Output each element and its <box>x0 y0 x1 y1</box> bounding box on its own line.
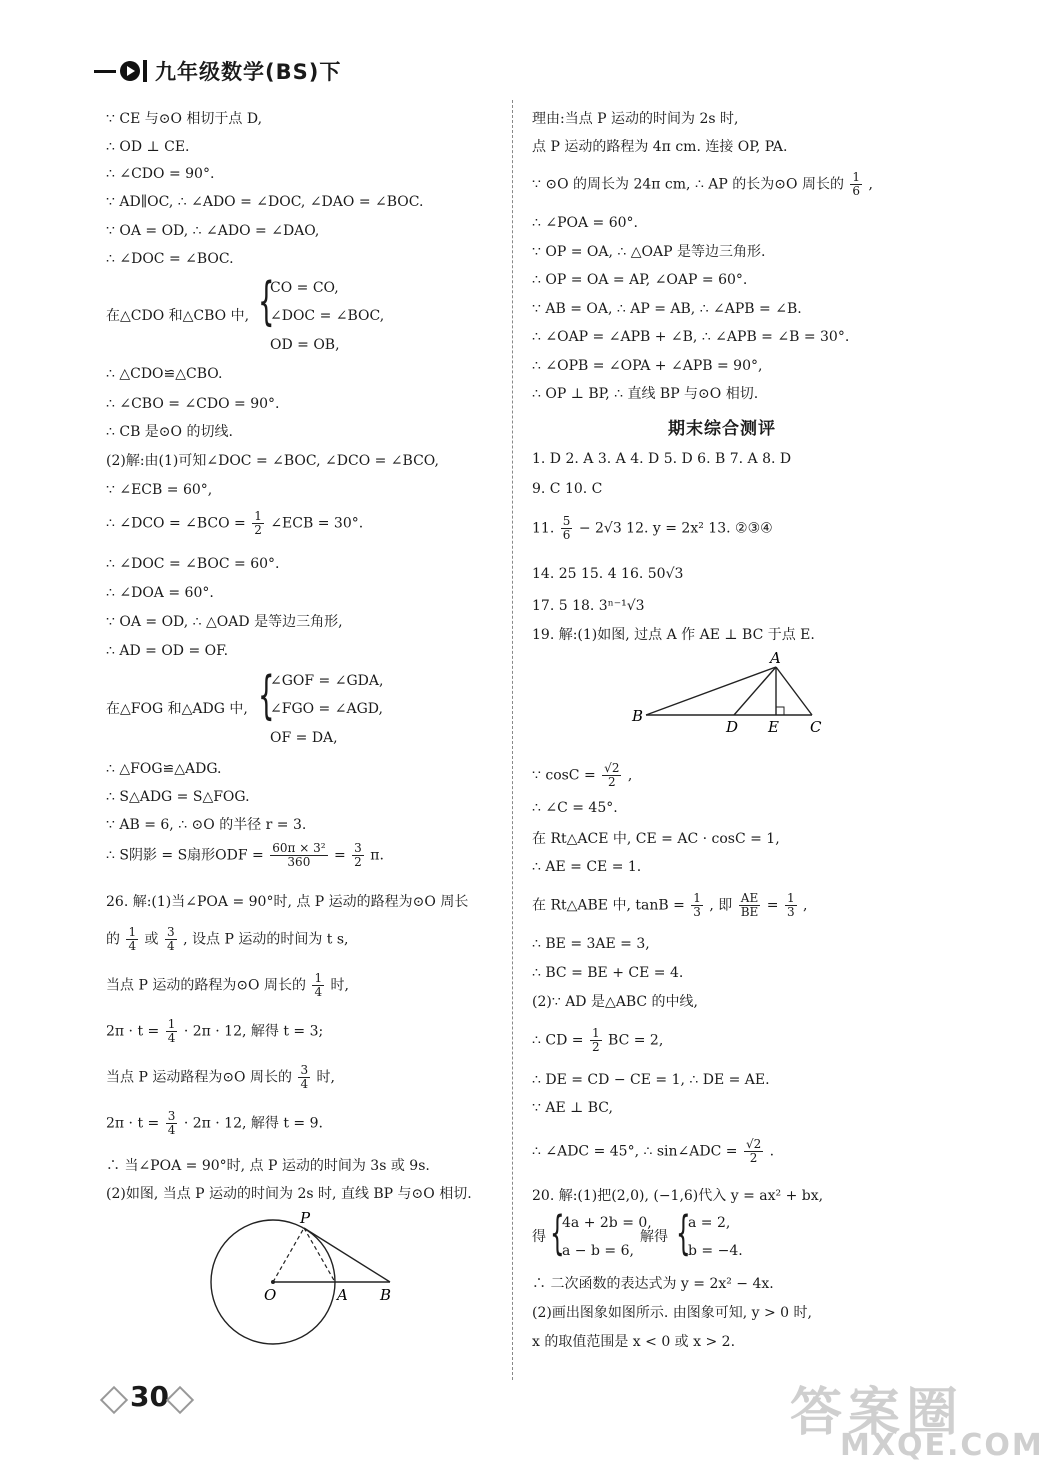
text-line: 在△CDO 和△CBO 中, <box>106 308 250 324</box>
arc-line: ∵ ⊙O 的周长为 24π cm, ∴ AP 的长为⊙O 周长的 $\frac{1}{6}$ , <box>532 170 873 198</box>
header-bar <box>143 60 147 82</box>
label-p: P <box>300 1209 311 1227</box>
header-title: 九年级数学(BS)下 <box>155 60 342 84</box>
brace-2: { <box>258 666 275 726</box>
right-angle-mark <box>776 707 784 715</box>
text-line: 14. 25 15. 4 16. 50√3 <box>532 566 684 582</box>
eq-mid: 解得 <box>640 1229 668 1245</box>
text-line: 17. 5 18. 3ⁿ⁻¹√3 <box>532 598 645 614</box>
text-line: ∴ OP = OA = AP, ∠OAP = 60°. <box>532 272 748 288</box>
text-line: ∴ OD ⊥ CE. <box>106 139 190 155</box>
dashed-pa <box>304 1228 335 1282</box>
watermark-url: MXQE.COM <box>840 1428 1044 1463</box>
text-line: 在△FOG 和△ADG 中, <box>106 701 248 717</box>
text-line: ∵ AD∥OC, ∴ ∠ADO = ∠DOC, ∠DAO = ∠BOC. <box>106 194 424 210</box>
q26-line-2: 的 $\frac{1}{4}$ 或 $\frac{3}{4}$ , 设点 P 运动的时间为 t s, <box>106 925 349 953</box>
q26-line-4: 2π · t = $\frac{1}{4}$ · 2π · 12, 解得 t = 3; <box>106 1017 324 1045</box>
text-line: ∴ ∠CDO = 90°. <box>106 166 215 182</box>
text-line: ∵ AE ⊥ BC, <box>532 1100 613 1116</box>
eq-prefix: 得 <box>532 1229 546 1245</box>
eq2-line: b = −4. <box>688 1243 743 1259</box>
text-line: ∴ △CDO≌△CBO. <box>106 366 223 382</box>
text-line: ∴ ∠DOC = ∠BOC = 60°. <box>106 556 280 572</box>
page-deco-right <box>166 1386 194 1414</box>
text-line: 19. 解:(1)如图, 过点 A 作 AE ⊥ BC 于点 E. <box>532 627 815 643</box>
text-line: x 的取值范围是 x < 0 或 x > 2. <box>532 1334 736 1350</box>
q26-line-3: 当点 P 运动的路程为⊙O 周长的 $\frac{1}{4}$ 时, <box>106 971 349 999</box>
text-line: ∴ ∠POA = 60°. <box>532 215 638 231</box>
text-line: ∴ ∠DOC = ∠BOC. <box>106 251 234 267</box>
tangent-pb <box>304 1228 390 1282</box>
text-line: (2)画出图象如图所示. 由图象可知, y > 0 时, <box>532 1305 812 1321</box>
text-line: ∴ 二次函数的表达式为 y = 2x² − 4x. <box>532 1276 774 1292</box>
label-d: D <box>726 718 739 736</box>
text-line: ∵ OA = OD, ∴ ∠ADO = ∠DAO, <box>106 223 320 239</box>
label-b: B <box>632 707 644 725</box>
q26-line-5: 当点 P 运动路程为⊙O 周长的 $\frac{3}{4}$ 时, <box>106 1063 335 1091</box>
cd-line: ∴ CD = $\frac{1}{2}$ BC = 2, <box>532 1026 664 1054</box>
text-line: 1. D 2. A 3. A 4. D 5. D 6. B 7. A 8. D <box>532 451 792 467</box>
brace-1: { <box>258 272 275 332</box>
text-line: ∴ CB 是⊙O 的切线. <box>106 424 233 440</box>
answer-11-13: 11. $\frac{5}{6}$ − 2√3 12. y = 2x² 13. ②③④ <box>532 514 773 542</box>
label-c: C <box>810 718 822 736</box>
brace-3: { <box>550 1206 565 1260</box>
center-dot <box>271 1280 275 1284</box>
text-line: ∴ AE = CE = 1. <box>532 859 642 875</box>
system1-line: CO = CO, <box>270 280 339 296</box>
q26-line-1: 26. 解:(1)当∠POA = 90°时, 点 P 运动的路程为⊙O 周长 <box>106 894 469 910</box>
text-line: ∴ BE = 3AE = 3, <box>532 936 650 952</box>
text-line: (2)解:由(1)可知∠DOC = ∠BOC, ∠DCO = ∠BCO, <box>106 453 439 469</box>
text-line: 在 Rt△ACE 中, CE = AC · cosC = 1, <box>532 831 780 847</box>
text-line: 20. 解:(1)把(2,0), (−1,6)代入 y = ax² + bx, <box>532 1188 824 1204</box>
text-line: ∴ DE = CD − CE = 1, ∴ DE = AE. <box>532 1072 770 1088</box>
tan-line: 在 Rt△ABE 中, tanB = $\frac{1}{3}$ , 即 $\frac{AE}{BE}$ = $\frac{1}{3}$ , <box>532 891 808 919</box>
watermark-logo <box>790 1370 1044 1463</box>
dco-line: ∴ ∠DCO = ∠BCO = $\frac{1}{2}$ ∠ECB = 30°. <box>106 509 364 537</box>
text-line: ∴ ∠CBO = ∠CDO = 90°. <box>106 396 280 412</box>
text-line: ∴ S△ADG = S△FOG. <box>106 789 250 805</box>
text-line: ∵ CE 与⊙O 相切于点 D, <box>106 111 263 127</box>
system2-line: OF = DA, <box>270 730 338 746</box>
header-rule <box>94 70 116 73</box>
text-line: ∴ △FOG≌△ADG. <box>106 761 222 777</box>
side-ab <box>646 667 776 715</box>
text-line: (2)∵ AD 是△ABC 的中线, <box>532 994 699 1010</box>
cos-line: ∵ cosC = $\frac{√2}{2}$ , <box>532 761 633 789</box>
page-number: 30 <box>130 1380 169 1413</box>
play-logo-icon <box>120 61 140 81</box>
label-a: A <box>337 1286 348 1304</box>
text-line: (2)如图, 当点 P 运动的时间为 2s 时, 直线 BP 与⊙O 相切. <box>106 1186 472 1202</box>
brace-4: { <box>676 1206 691 1260</box>
text-line: 9. C 10. C <box>532 481 603 497</box>
text-line: ∴ ∠C = 45°. <box>532 800 618 816</box>
text-line: ∴ BC = BE + CE = 4. <box>532 965 684 981</box>
text-line: ∴ OP ⊥ BP, ∴ 直线 BP 与⊙O 相切. <box>532 386 759 402</box>
text-line: ∵ AB = 6, ∴ ⊙O 的半径 r = 3. <box>106 817 307 833</box>
text-line: ∵ OA = OD, ∴ △OAD 是等边三角形, <box>106 614 343 630</box>
q26-line-6: 2π · t = $\frac{3}{4}$ · 2π · 12, 解得 t = 9. <box>106 1109 323 1137</box>
eq1-line: 4a + 2b = 0, <box>562 1215 652 1231</box>
system1-line: ∠DOC = ∠BOC, <box>270 308 385 324</box>
circle-tangent-figure <box>200 1205 410 1355</box>
text-line: ∴ ∠OAP = ∠APB + ∠B, ∴ ∠APB = ∠B = 30°. <box>532 329 850 345</box>
label-o: O <box>264 1286 277 1304</box>
system2-line: ∠FGO = ∠AGD, <box>270 701 383 717</box>
text-line: ∴ 当∠POA = 90°时, 点 P 运动的时间为 3s 或 9s. <box>106 1158 430 1174</box>
label-e: E <box>768 718 779 736</box>
dashed-op <box>273 1228 304 1282</box>
column-divider <box>512 100 513 1380</box>
side-ac <box>776 667 812 715</box>
page-header <box>94 56 341 86</box>
system1-line: OD = OB, <box>270 337 340 353</box>
page-deco-left <box>100 1386 128 1414</box>
text-line: ∴ AD = OD = OF. <box>106 643 229 659</box>
text-line: ∵ ∠ECB = 60°, <box>106 482 213 498</box>
section-title: 期末综合测评 <box>668 419 776 439</box>
text-line: ∴ ∠OPB = ∠OPA + ∠APB = 90°, <box>532 358 763 374</box>
text-line: 理由:当点 P 运动的时间为 2s 时, <box>532 111 739 127</box>
system2-line: ∠GOF = ∠GDA, <box>270 673 384 689</box>
eq2-line: a = 2, <box>688 1215 731 1231</box>
sin-line: ∴ ∠ADC = 45°, ∴ sin∠ADC = $\frac{√2}{2}$ . <box>532 1137 775 1165</box>
eq1-line: a − b = 6, <box>562 1243 634 1259</box>
triangle-figure <box>630 650 830 740</box>
text-line: ∴ ∠DOA = 60°. <box>106 585 214 601</box>
label-b: B <box>380 1286 392 1304</box>
shade-area-line: ∴ S阴影 = S扇形ODF = $\frac{\text{60π × 3²}}{360}$ = $\frac{3}{2}$ π. <box>106 841 384 869</box>
text-line: 点 P 运动的路程为 4π cm. 连接 OP, PA. <box>532 139 788 155</box>
text-line: ∵ OP = OA, ∴ △OAP 是等边三角形. <box>532 244 766 260</box>
watermark-text: 答案圈 <box>790 1383 965 1443</box>
label-a: A <box>770 649 781 667</box>
text-line: ∵ AB = OA, ∴ AP = AB, ∴ ∠APB = ∠B. <box>532 301 802 317</box>
